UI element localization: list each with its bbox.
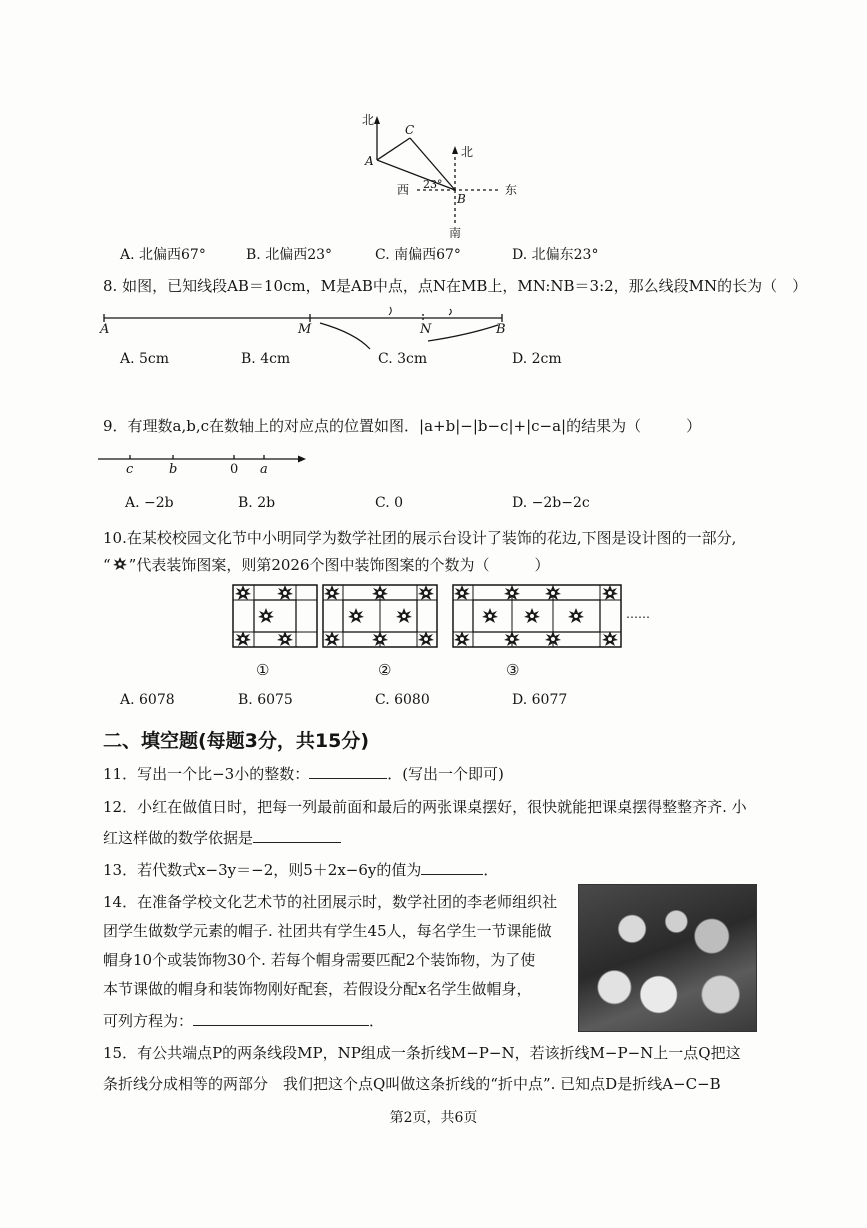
q8-point-b: B bbox=[496, 322, 506, 337]
east-label: 东 bbox=[505, 183, 518, 197]
q8-option-c: C. 3cm bbox=[378, 351, 428, 367]
arrow-head-icon bbox=[374, 116, 380, 124]
q7-compass-figure bbox=[355, 108, 535, 243]
q8-option-b: B. 4cm bbox=[241, 351, 291, 367]
q10-line1: 10.在某校校园文化节中小明同学为数学社团的展示台设计了装饰的花边,下图是设计图的一部分, bbox=[103, 529, 737, 547]
north-label-b: 北 bbox=[461, 145, 474, 159]
q12-line2: 红这样做的数学依据是 bbox=[103, 828, 341, 848]
q8-option-d: D. 2cm bbox=[512, 351, 562, 367]
segment-ab bbox=[377, 160, 455, 190]
q7-option-b: B. 北偏西23° bbox=[246, 247, 333, 263]
q8-point-n: N bbox=[420, 322, 432, 337]
q7-option-a: A. 北偏西67° bbox=[120, 247, 206, 263]
hats-photo bbox=[578, 884, 757, 1032]
q9-option-d: D. −2b−2c bbox=[512, 495, 590, 511]
figure-label-2: ② bbox=[378, 661, 392, 679]
pattern-ellipsis: …… bbox=[626, 607, 650, 621]
q10-option-a: A. 6078 bbox=[120, 692, 175, 708]
q11-answer-blank[interactable] bbox=[309, 764, 387, 779]
q10-option-c: C. 6080 bbox=[375, 692, 430, 708]
q10-line2: “ ”代表装饰图案，则第2026个图中装饰图案的个数为（ ） bbox=[103, 556, 550, 574]
south-label: 南 bbox=[449, 226, 462, 240]
q10-option-b: B. 6075 bbox=[238, 692, 293, 708]
q10-pattern-figure bbox=[228, 582, 663, 682]
q15-line2: 条折线分成相等的两部分 我们把这个点Q叫做这条折线的“折中点”. 已知点D是折线A−C−B bbox=[103, 1075, 721, 1093]
q9-number-line bbox=[98, 448, 310, 478]
point-b-label: B bbox=[457, 192, 466, 206]
star-pattern-icon bbox=[111, 556, 129, 572]
q14-answer-blank[interactable] bbox=[193, 1011, 369, 1026]
figure-label-3: ③ bbox=[506, 661, 520, 679]
segment-ac bbox=[377, 138, 410, 160]
north-label-a: 北 bbox=[362, 113, 375, 127]
q9-label-b: b bbox=[169, 462, 178, 477]
q14-line1: 14．在准备学校文化艺术节的社团展示时，数学社团的李老师组织社 bbox=[103, 893, 558, 911]
q8-segment-figure bbox=[98, 305, 518, 350]
arrow-head-icon bbox=[452, 146, 458, 154]
q14-line5: 可列方程为： ． bbox=[103, 1012, 385, 1030]
q9-text: 9．有理数a,b,c在数轴上的对应点的位置如图．|a+b|−|b−c|+|c−a|的结果为（ ） bbox=[103, 417, 702, 435]
q10-option-d: D. 6077 bbox=[512, 692, 568, 708]
pattern-figure-2 bbox=[323, 585, 437, 647]
angle-label: 23° bbox=[423, 178, 443, 191]
q9-option-a: A. −2b bbox=[125, 495, 174, 511]
west-label: 西 bbox=[397, 183, 410, 197]
q12-line1: 12．小红在做值日时，把每一列最前面和最后的两张课桌摆好，很快就能把课桌摆得整整齐齐. 小 bbox=[103, 798, 747, 816]
pattern-figure-1 bbox=[233, 585, 317, 647]
q9-label-a: a bbox=[260, 462, 268, 477]
q15-line1: 15．有公共端点P的两条线段MP，NP组成一条折线M−P−N，若该折线M−P−N上一点Q把这 bbox=[103, 1044, 741, 1062]
q8-point-m: M bbox=[298, 322, 312, 337]
q9-label-zero: 0 bbox=[230, 462, 239, 477]
q14-line4: 本节课做的帽身和装饰物刚好配套，若假设分配x名学生做帽身， bbox=[103, 980, 532, 998]
q13-answer-blank[interactable] bbox=[421, 860, 483, 875]
q9-option-b: B. 2b bbox=[238, 495, 276, 511]
pattern-figure-3 bbox=[453, 585, 621, 647]
q13: 13．若代数式x−3y＝−2，则5＋2x−6y的值为 ． bbox=[103, 861, 499, 879]
point-c-label: C bbox=[405, 123, 415, 137]
point-a-label: A bbox=[365, 154, 374, 168]
q8-text: 8. 如图，已知线段AB＝10cm，M是AB中点，点N在MB上，MN:NB＝3:2，那么线段MN的长为（ ） bbox=[103, 277, 808, 295]
q7-option-d: D. 北偏东23° bbox=[512, 247, 599, 263]
page-number: 第2页，共6页 bbox=[389, 1110, 478, 1126]
q12-answer-blank[interactable] bbox=[253, 828, 341, 843]
figure-label-1: ① bbox=[256, 661, 270, 679]
section-heading-fill-blank: 二、填空题(每题3分，共15分) bbox=[103, 730, 370, 752]
q9-option-c: C. 0 bbox=[375, 495, 404, 511]
q8-point-a: A bbox=[100, 322, 110, 337]
q8-option-a: A. 5cm bbox=[120, 351, 170, 367]
q14-line2: 团学生做数学元素的帽子. 社团共有学生45人，每名学生一节课能做 bbox=[103, 922, 552, 940]
q14-line3: 帽身10个或装饰物30个. 若每个帽身需要匹配2个装饰物，为了使 bbox=[103, 951, 536, 969]
arrow-head-icon bbox=[298, 456, 306, 463]
q11: 11．写出一个比−3小的整数： ．(写出一个即可) bbox=[103, 765, 504, 783]
q9-label-c: c bbox=[126, 462, 134, 477]
q7-option-c: C. 南偏西67° bbox=[375, 247, 461, 263]
